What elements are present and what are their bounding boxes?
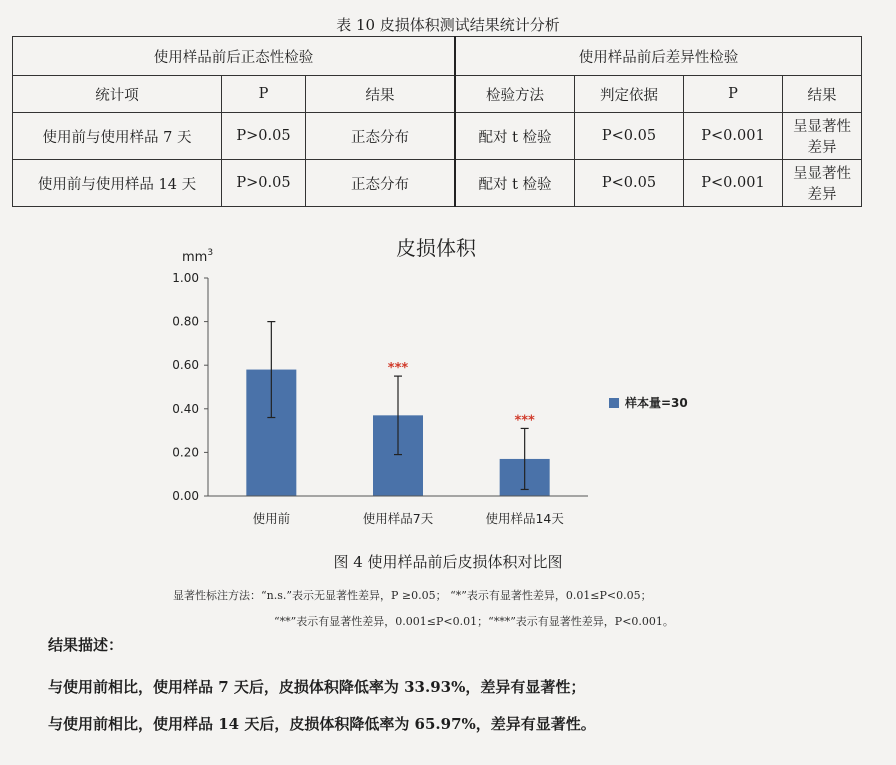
statistics-table	[12, 36, 862, 207]
table-caption: 表 10 皮损体积测试结果统计分析	[336, 16, 560, 34]
header-cell: P	[684, 76, 783, 113]
legend	[609, 395, 688, 410]
x-tick-label: 使用样品14天	[485, 511, 564, 526]
table-cell: P>0.05	[222, 113, 306, 160]
table-group-header-row	[13, 37, 862, 76]
table-header-row	[13, 76, 862, 113]
table-cell: P<0.05	[575, 160, 684, 207]
significance-note-line-1: 显著性标注方法：“n.s.”表示无显著性差异，P ≥0.05； “*”表示有显著性差异，0.01≤P<0.05；	[173, 589, 652, 602]
table-cell: 配对 t 检验	[455, 113, 575, 160]
header-cell: P	[222, 76, 306, 113]
y-tick-label: 0.00	[172, 489, 199, 503]
significance-marker: ***	[387, 361, 409, 377]
header-cell: 结果	[306, 76, 456, 113]
legend-swatch	[609, 398, 619, 408]
y-axis-unit-superscript: 3	[207, 248, 214, 258]
table-cell: 使用前与使用样品 7 天	[13, 113, 222, 160]
bars	[246, 322, 549, 496]
result-line-7-days: 与使用前相比，使用样品 7 天后，皮损体积降低率为 33.93%，差异有显著性；	[48, 678, 586, 696]
table-row	[13, 113, 862, 160]
x-tick-label: 使用样品7天	[362, 511, 434, 526]
legend-label: 样本量=30	[625, 396, 688, 410]
table-cell: P<0.001	[684, 113, 783, 160]
y-tick-label: 0.80	[172, 314, 199, 329]
header-cell: 判定依据	[575, 76, 684, 113]
x-axis	[208, 496, 588, 526]
bar-chart	[0, 220, 896, 540]
group-header-difference: 使用样品前后差异性检验	[455, 37, 862, 76]
result-heading: 结果描述：	[48, 636, 124, 654]
header-cell: 结果	[783, 76, 862, 113]
table-cell: P>0.05	[222, 160, 306, 207]
table-cell: P<0.001	[684, 160, 783, 207]
y-tick-label: 0.60	[172, 358, 199, 373]
group-header-normality: 使用样品前后正态性检验	[13, 37, 456, 76]
y-axis-unit	[182, 248, 213, 265]
header-cell: 检验方法	[455, 76, 575, 113]
chart-title: 皮损体积	[396, 236, 476, 260]
significance-marker: ***	[514, 413, 535, 429]
table-cell: 正态分布	[306, 160, 456, 207]
y-axis-unit-base: mm	[182, 250, 208, 265]
header-cell: 统计项	[13, 76, 222, 113]
table-cell: 配对 t 检验	[455, 160, 575, 207]
significance-note-line-2: “**”表示有显著性差异，0.001≤P<0.01；“***”表示有显著性差异，P<0.001。	[274, 615, 674, 628]
figure-caption: 图 4 使用样品前后皮损体积对比图	[333, 553, 563, 571]
table-cell: 正态分布	[306, 113, 456, 160]
table-cell: 使用前与使用样品 14 天	[13, 160, 222, 207]
result-line-14-days: 与使用前相比，使用样品 14 天后，皮损体积降低率为 65.97%，差异有显著性。	[48, 715, 596, 733]
table-row	[13, 160, 862, 207]
y-tick-label: 1.00	[172, 271, 199, 285]
y-tick-label: 0.40	[172, 401, 199, 416]
table-cell: P<0.05	[575, 113, 684, 160]
table-cell: 呈显著性差异	[783, 113, 862, 160]
table-cell: 呈显著性差异	[783, 160, 862, 207]
y-tick-label: 0.20	[172, 445, 199, 460]
x-tick-label: 使用前	[252, 511, 291, 526]
y-axis	[172, 271, 208, 503]
